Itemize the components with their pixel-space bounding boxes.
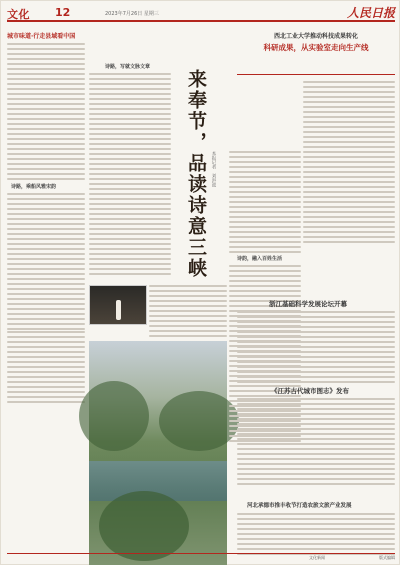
left-article-body-3 — [7, 331, 85, 406]
section2-title: 浙江基础科学发展论坛开幕 — [269, 300, 347, 308]
center-article-col-2 — [149, 285, 227, 340]
left-article-body — [7, 43, 85, 183]
middle-article-col — [229, 151, 301, 256]
main-headline: 来奉节，品读诗意三峡 — [185, 69, 207, 279]
center-article-col-1 — [89, 73, 171, 278]
section4-body — [237, 513, 395, 558]
mountain-shape — [159, 391, 239, 451]
left-subhead-1: 诗路，乘船风雅宋韵 — [11, 184, 57, 190]
footer-left: 文化新闻 — [309, 555, 325, 560]
footer-right: 版式编辑 — [379, 555, 395, 560]
center-subhead-2: 诗韵，融入百姓生活 — [237, 256, 283, 262]
section3-title: 《江苏古代城市图志》发布 — [271, 387, 349, 395]
byline: 本报记者 刘洪波 — [211, 151, 216, 187]
left-tag: 城市味道·行走县域看中国 — [7, 33, 76, 40]
page-header — [7, 6, 395, 22]
right-top-headline — [237, 31, 395, 75]
section2-body — [237, 311, 395, 386]
mountain-shape — [99, 491, 189, 561]
right-top-title: 西北工业大学推动科技成果转化 — [273, 33, 358, 40]
right-top-headline-text: 科研成果，从实验室走向生产线 — [263, 43, 369, 52]
center-subhead-1: 诗路，写就文脉文章 — [105, 64, 151, 70]
stage-performance-photo — [89, 285, 147, 325]
masthead-logo: 人民日报 — [346, 6, 395, 20]
issue-date: 2023年7月26日 星期三 — [105, 11, 159, 17]
page-footer — [7, 553, 395, 560]
page-number: 12 — [55, 6, 71, 19]
three-gorges-photo — [89, 341, 227, 565]
mountain-shape — [79, 381, 149, 451]
section-title: 文化 — [7, 8, 30, 21]
performer-figure — [116, 300, 121, 320]
section3-body — [237, 398, 395, 488]
right-article-body — [303, 81, 395, 246]
section4-title: 河北承德市推丰收节打造农旅文旅产业发展 — [247, 503, 352, 509]
left-article-body-2 — [7, 193, 85, 333]
